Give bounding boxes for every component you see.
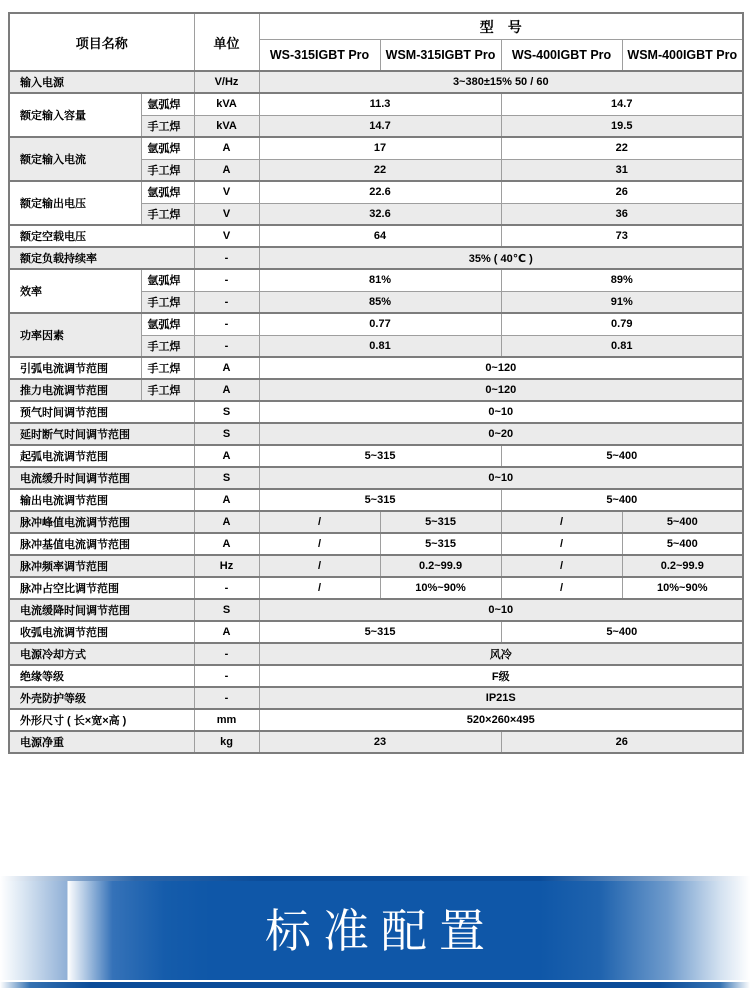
unit-cell: kVA bbox=[194, 93, 259, 115]
value-cell: 89% bbox=[501, 269, 743, 291]
table-row bbox=[9, 643, 743, 665]
unit-cell: kg bbox=[194, 731, 259, 753]
unit-cell: A bbox=[194, 137, 259, 159]
value-cell: 11.3 bbox=[259, 93, 501, 115]
unit-cell: - bbox=[194, 291, 259, 313]
value-cell: 35% ( 40℃ ) bbox=[259, 247, 743, 269]
value-cell: 0.79 bbox=[501, 313, 743, 335]
unit-cell: Hz bbox=[194, 555, 259, 577]
value-cell: 26 bbox=[501, 181, 743, 203]
row-label: 额定输出电压 bbox=[9, 181, 141, 225]
spec-table bbox=[8, 12, 744, 754]
banner-bottom-strip bbox=[0, 982, 750, 988]
row-label: 输出电流调节范围 bbox=[9, 489, 194, 511]
value-cell: 5~400 bbox=[501, 445, 743, 467]
spec-table-body bbox=[9, 71, 743, 753]
table-row bbox=[9, 357, 743, 379]
row-sub-label: 氩弧焊 bbox=[141, 313, 194, 335]
row-label: 脉冲频率调节范围 bbox=[9, 555, 194, 577]
row-label: 电流缓升时间调节范围 bbox=[9, 467, 194, 489]
table-row bbox=[9, 445, 743, 467]
value-cell: / bbox=[259, 533, 380, 555]
row-label: 效率 bbox=[9, 269, 141, 313]
unit-cell: - bbox=[194, 643, 259, 665]
row-label: 绝缘等级 bbox=[9, 665, 194, 687]
value-cell: 5~400 bbox=[501, 489, 743, 511]
table-row bbox=[9, 93, 743, 115]
unit-cell: V/Hz bbox=[194, 71, 259, 93]
value-cell: / bbox=[259, 577, 380, 599]
unit-cell: V bbox=[194, 225, 259, 247]
value-cell: 0~20 bbox=[259, 423, 743, 445]
unit-cell: S bbox=[194, 599, 259, 621]
table-row bbox=[9, 687, 743, 709]
table-row bbox=[9, 533, 743, 555]
row-label: 脉冲峰值电流调节范围 bbox=[9, 511, 194, 533]
spec-table-header bbox=[9, 13, 743, 71]
row-label: 额定输入电流 bbox=[9, 137, 141, 181]
value-cell: 0~10 bbox=[259, 467, 743, 489]
table-row bbox=[9, 621, 743, 643]
value-cell: 5~400 bbox=[622, 511, 743, 533]
row-sub-label: 氩弧焊 bbox=[141, 93, 194, 115]
table-row bbox=[9, 401, 743, 423]
unit-cell: S bbox=[194, 467, 259, 489]
value-cell: 22.6 bbox=[259, 181, 501, 203]
value-cell: 31 bbox=[501, 159, 743, 181]
row-label: 额定空载电压 bbox=[9, 225, 194, 247]
value-cell: / bbox=[501, 555, 622, 577]
table-row bbox=[9, 181, 743, 203]
unit-cell: - bbox=[194, 247, 259, 269]
value-cell: 22 bbox=[501, 137, 743, 159]
table-row bbox=[9, 731, 743, 753]
unit-cell: S bbox=[194, 401, 259, 423]
value-cell: 0~10 bbox=[259, 599, 743, 621]
row-label: 电流缓降时间调节范围 bbox=[9, 599, 194, 621]
value-cell: 32.6 bbox=[259, 203, 501, 225]
row-label: 预气时间调节范围 bbox=[9, 401, 194, 423]
table-row bbox=[9, 511, 743, 533]
row-sub-label: 氩弧焊 bbox=[141, 269, 194, 291]
value-cell: / bbox=[501, 577, 622, 599]
value-cell: 0.2~99.9 bbox=[380, 555, 501, 577]
table-row bbox=[9, 379, 743, 401]
value-cell: 5~315 bbox=[259, 489, 501, 511]
row-label: 推力电流调节范围 bbox=[9, 379, 141, 401]
header-model-3: WSM-400IGBT Pro bbox=[622, 40, 743, 72]
row-label: 额定输入容量 bbox=[9, 93, 141, 137]
unit-cell: - bbox=[194, 665, 259, 687]
unit-cell: mm bbox=[194, 709, 259, 731]
value-cell: 风冷 bbox=[259, 643, 743, 665]
unit-cell: A bbox=[194, 159, 259, 181]
row-label: 引弧电流调节范围 bbox=[9, 357, 141, 379]
value-cell: 19.5 bbox=[501, 115, 743, 137]
value-cell: 0.2~99.9 bbox=[622, 555, 743, 577]
row-sub-label: 手工焊 bbox=[141, 159, 194, 181]
value-cell: 64 bbox=[259, 225, 501, 247]
table-row bbox=[9, 71, 743, 93]
table-row bbox=[9, 555, 743, 577]
value-cell: 3~380±15% 50 / 60 bbox=[259, 71, 743, 93]
table-row bbox=[9, 489, 743, 511]
value-cell: 81% bbox=[259, 269, 501, 291]
unit-cell: V bbox=[194, 203, 259, 225]
unit-cell: A bbox=[194, 511, 259, 533]
row-label: 起弧电流调节范围 bbox=[9, 445, 194, 467]
row-sub-label: 手工焊 bbox=[141, 357, 194, 379]
value-cell: 14.7 bbox=[259, 115, 501, 137]
header-model-0: WS-315IGBT Pro bbox=[259, 40, 380, 72]
header-model-2: WS-400IGBT Pro bbox=[501, 40, 622, 72]
unit-cell: A bbox=[194, 445, 259, 467]
row-sub-label: 氩弧焊 bbox=[141, 137, 194, 159]
row-label: 外壳防护等级 bbox=[9, 687, 194, 709]
value-cell: 23 bbox=[259, 731, 501, 753]
unit-cell: A bbox=[194, 379, 259, 401]
row-label: 功率因素 bbox=[9, 313, 141, 357]
table-row bbox=[9, 225, 743, 247]
value-cell: 0~120 bbox=[259, 357, 743, 379]
table-row bbox=[9, 313, 743, 335]
value-cell: / bbox=[501, 533, 622, 555]
value-cell: 85% bbox=[259, 291, 501, 313]
unit-cell: A bbox=[194, 489, 259, 511]
table-row bbox=[9, 269, 743, 291]
unit-cell: kVA bbox=[194, 115, 259, 137]
table-row bbox=[9, 137, 743, 159]
value-cell: 5~400 bbox=[501, 621, 743, 643]
table-row bbox=[9, 423, 743, 445]
row-label: 额定负载持续率 bbox=[9, 247, 194, 269]
value-cell: 0.77 bbox=[259, 313, 501, 335]
row-label: 电源冷却方式 bbox=[9, 643, 194, 665]
header-unit: 单位 bbox=[194, 13, 259, 71]
value-cell: 73 bbox=[501, 225, 743, 247]
unit-cell: A bbox=[194, 533, 259, 555]
table-row bbox=[9, 599, 743, 621]
row-sub-label: 手工焊 bbox=[141, 291, 194, 313]
value-cell: 5~315 bbox=[259, 621, 501, 643]
value-cell: 26 bbox=[501, 731, 743, 753]
value-cell: IP21S bbox=[259, 687, 743, 709]
unit-cell: - bbox=[194, 269, 259, 291]
unit-cell: - bbox=[194, 577, 259, 599]
value-cell: 5~400 bbox=[622, 533, 743, 555]
table-row bbox=[9, 709, 743, 731]
value-cell: F级 bbox=[259, 665, 743, 687]
value-cell: / bbox=[501, 511, 622, 533]
unit-cell: V bbox=[194, 181, 259, 203]
table-row bbox=[9, 247, 743, 269]
value-cell: 0~120 bbox=[259, 379, 743, 401]
value-cell: 10%~90% bbox=[622, 577, 743, 599]
header-model-1: WSM-315IGBT Pro bbox=[380, 40, 501, 72]
unit-cell: - bbox=[194, 687, 259, 709]
row-label: 脉冲占空比调节范围 bbox=[9, 577, 194, 599]
unit-cell: A bbox=[194, 357, 259, 379]
value-cell: 22 bbox=[259, 159, 501, 181]
row-label: 延时断气时间调节范围 bbox=[9, 423, 194, 445]
value-cell: 14.7 bbox=[501, 93, 743, 115]
value-cell: / bbox=[259, 555, 380, 577]
row-sub-label: 氩弧焊 bbox=[141, 181, 194, 203]
header-item-name: 项目名称 bbox=[9, 13, 194, 71]
value-cell: 0.81 bbox=[501, 335, 743, 357]
row-sub-label: 手工焊 bbox=[141, 203, 194, 225]
value-cell: 5~315 bbox=[259, 445, 501, 467]
row-sub-label: 手工焊 bbox=[141, 115, 194, 137]
table-row bbox=[9, 665, 743, 687]
row-label: 外形尺寸 ( 长×宽×高 ) bbox=[9, 709, 194, 731]
header-model-group: 型 号 bbox=[259, 13, 743, 40]
banner-title: 标准配置 bbox=[265, 904, 497, 957]
row-label: 电源净重 bbox=[9, 731, 194, 753]
row-sub-label: 手工焊 bbox=[141, 335, 194, 357]
value-cell: 0.81 bbox=[259, 335, 501, 357]
value-cell: 17 bbox=[259, 137, 501, 159]
unit-cell: A bbox=[194, 621, 259, 643]
value-cell: 36 bbox=[501, 203, 743, 225]
value-cell: 5~315 bbox=[380, 533, 501, 555]
row-label: 输入电源 bbox=[9, 71, 194, 93]
row-label: 收弧电流调节范围 bbox=[9, 621, 194, 643]
table-row bbox=[9, 577, 743, 599]
row-label: 脉冲基值电流调节范围 bbox=[9, 533, 194, 555]
value-cell: 5~315 bbox=[380, 511, 501, 533]
value-cell: 91% bbox=[501, 291, 743, 313]
value-cell: 0~10 bbox=[259, 401, 743, 423]
table-row bbox=[9, 467, 743, 489]
row-sub-label: 手工焊 bbox=[141, 379, 194, 401]
standard-config-banner bbox=[0, 881, 750, 980]
value-cell: 520×260×495 bbox=[259, 709, 743, 731]
value-cell: / bbox=[259, 511, 380, 533]
value-cell: 10%~90% bbox=[380, 577, 501, 599]
unit-cell: S bbox=[194, 423, 259, 445]
unit-cell: - bbox=[194, 335, 259, 357]
unit-cell: - bbox=[194, 313, 259, 335]
